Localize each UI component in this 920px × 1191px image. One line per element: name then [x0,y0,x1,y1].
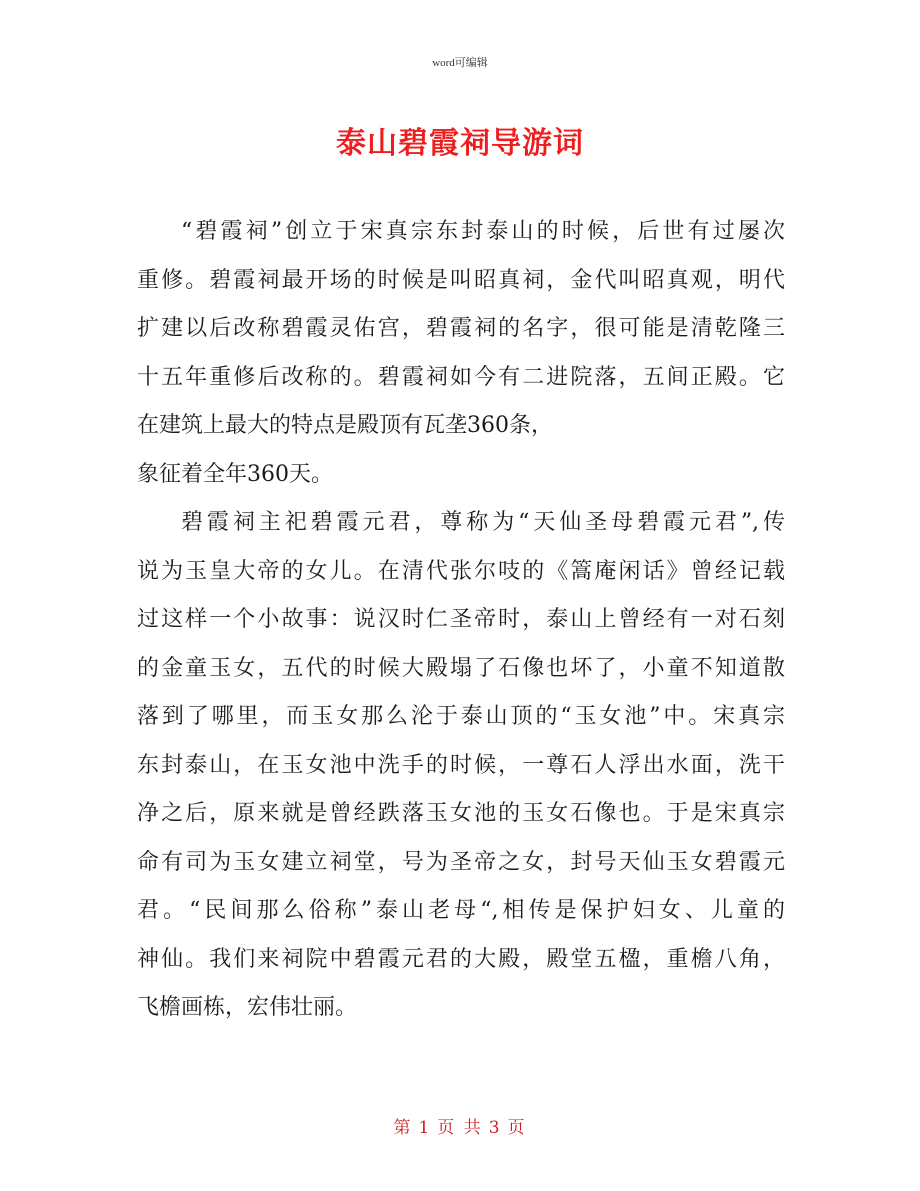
footer-prefix: 第 [393,1118,413,1138]
paragraph-line: 神仙。我们来祠院中碧霞元君的大殿，殿堂五楹，重檐八角， [137,946,785,972]
current-page-number: 1 [418,1118,432,1138]
header-note: word可编辑 [432,57,488,69]
paragraph-line: 碧霞祠主祀碧霞元君，尊称为“天仙圣母碧霞元君”,传 [181,510,785,535]
paragraph-line: 东封泰山，在玉女池中洗手的时候，一尊石人浮出水面，洗干 [137,752,785,778]
footer-middle: 页 共 [437,1118,483,1138]
document-body [137,208,785,1033]
document-title: 泰山碧霞祠导游词 [336,126,584,161]
paragraph-2 [137,499,785,1033]
paragraph-line: 十五年重修后改称的。碧霞祠如今有二进院落，五间正殿。它 [137,364,785,390]
paragraph-line: 过这样一个小故事：说汉时仁圣帝时，泰山上曾经有一对石刻 [137,607,785,632]
page-number-footer [0,1113,920,1138]
paragraph-line: 象征着全年360天。 [137,461,333,487]
paragraph-1 [137,208,785,499]
paragraph-line: “碧霞祠”创立于宋真宗东封泰山的时候，后世有过屡次 [181,219,785,244]
paragraph-line: 说为玉皇大帝的女儿。在清代张尔吱的《篙庵闲话》曾经记载 [137,558,785,584]
footer-suffix: 页 [507,1118,527,1138]
total-pages-number: 3 [488,1118,502,1138]
paragraph-line: 净之后，原来就是曾经跌落玉女池的玉女石像也。于是宋真宗 [137,801,785,826]
paragraph-line: 飞檐画栋，宏伟壮丽。 [137,995,358,1020]
paragraph-line: 扩建以后改称碧霞灵佑宫，碧霞祠的名字，很可能是清乾隆三 [137,316,785,341]
paragraph-line: 在建筑上最大的特点是殿顶有瓦垄360条， [137,413,553,438]
paragraph-line: 命有司为玉女建立祠堂，号为圣帝之女，封号天仙玉女碧霞元 [137,849,785,875]
paragraph-line: 君。“民间那么俗称”泰山老母“,相传是保护妇女、儿童的 [137,898,785,923]
paragraph-line: 的金童玉女，五代的时候大殿塌了石像也坏了，小童不知道散 [137,655,785,681]
paragraph-line: 重修。碧霞祠最开场的时候是叫昭真祠，金代叫昭真观，明代 [137,267,785,293]
paragraph-line: 落到了哪里，而玉女那么沦于泰山顶的“玉女池”中。宋真宗 [137,704,785,729]
